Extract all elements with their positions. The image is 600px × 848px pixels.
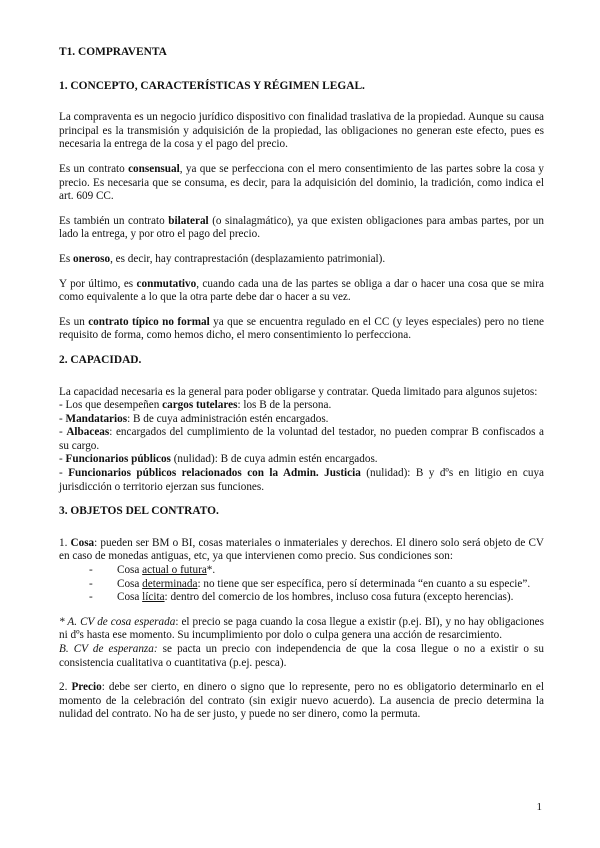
capacity-item-funcionarios: - Funcionarios públicos (nulidad): B de cuya admin estén encargados. <box>59 453 378 466</box>
object-precio: 2. Precio: debe ser cierto, en dinero o signo que lo represente, pero no es obligatorio determinarlo en el momento de la celebración del contrato (sin exigir nuevo acuerdo). La ausencia de precio determina la nulidad del contrato. No ha de ser justo, y puede no ser dinero, como la permuta. <box>59 681 544 721</box>
paragraph-consensual: Es un contrato consensual, ya que se perfecciona con el mero consentimiento de las partes sobre la cosa y precio. Es necesaria que se consuma, es decir, para la adquisición del dominio, la tradición, como indica el art. 609 CC. <box>59 162 545 203</box>
capacity-item-tutelares: - Los que desempeñen cargos tutelares: los B de la persona. <box>59 399 332 412</box>
condition-item-licita: - Cosa lícita: dentro del comercio de los hombres, incluso cosa futura (excepto herencias). <box>89 591 514 604</box>
paragraph-bilateral: Es también un contrato bilateral (o sinalagmático), ya que existen obligaciones para ambas partes, por un lado la entrega, y por otro el pago del precio. <box>59 214 544 241</box>
object-cosa: 1. Cosa: pueden ser BM o BI, cosas materiales o inmateriales y derechos. El dinero solo será objeto de CV en caso de monedas antiguas, etc, ya que intervienen como precio. Sus condiciones son: <box>59 536 544 563</box>
section-2-heading: 2. CAPACIDAD. <box>59 353 142 366</box>
condition-item-determinada: - Cosa determinada: no tiene que ser específica, pero sí determinada “en cuanto a su especie”. <box>89 577 531 590</box>
section-1-heading: 1. CONCEPTO, CARACTERÍSTICAS Y RÉGIMEN LEGAL. <box>59 79 365 92</box>
paragraph-conmutativo: Y por último, es conmutativo, cuando cada una de las partes se obliga a dar o hacer una cosa que se mira como equivalente a lo que la otra parte debe dar o hacer a su vez. <box>59 277 544 304</box>
note-cosa-esperada: * A. CV de cosa esperada: el precio se paga cuando la cosa llegue a existir (p.ej. BI), y no hay obligaciones ni dºs hasta ese momento. Su incumplimiento por dolo o culpa genera una acción de resarcimiento. <box>59 615 544 642</box>
document-title: T1. COMPRAVENTA <box>59 46 167 58</box>
paragraph-oneroso: Es oneroso, es decir, hay contraprestación (desplazamiento patrimonial). <box>59 252 386 265</box>
page-number: 1 <box>536 801 542 813</box>
document-page <box>59 46 544 733</box>
capacity-item-mandatarios: - Mandatarios: B de cuya administración estén encargados. <box>59 412 329 425</box>
paragraph-definition: La compraventa es un negocio jurídico dispositivo con finalidad traslativa de la propiedad. Aunque su causa principal es la transmisión y adquisición de la propiedad, las obligaciones no generan este efecto, pues es necesaria la entrega de la cosa y el pago del precio. <box>59 111 544 151</box>
capacity-item-justicia: - Funcionarios públicos relacionados con la Admin. Justicia (nulidad): B y dºs en litigio en cuya jurisdicción o territorio ejerzan sus funciones. <box>59 467 544 493</box>
condition-item-actual: - Cosa actual o futura*. <box>89 564 216 577</box>
capacity-intro: La capacidad necesaria es la general para poder obligarse y contratar. Queda limitado para algunos sujetos: <box>59 385 538 398</box>
note-esperanza: B. CV de esperanza: se pacta un precio con independencia de que la cosa llegue o no a existir o su consistencia cualitativa o cuantitativa (p.ej. pesca). <box>59 643 544 669</box>
section-3-heading: 3. OBJETOS DEL CONTRATO. <box>59 505 219 518</box>
capacity-item-albaceas: - Albaceas: encargados del cumplimiento de la voluntad del testador, no pueden comprar B confiscados a su cargo. <box>59 426 544 452</box>
paragraph-tipico: Es un contrato típico no formal ya que se encuentra regulado en el CC (y leyes especiales) pero no tiene requisito de forma, como hemos dicho, el mero consentimiento lo perfecciona. <box>59 315 545 342</box>
